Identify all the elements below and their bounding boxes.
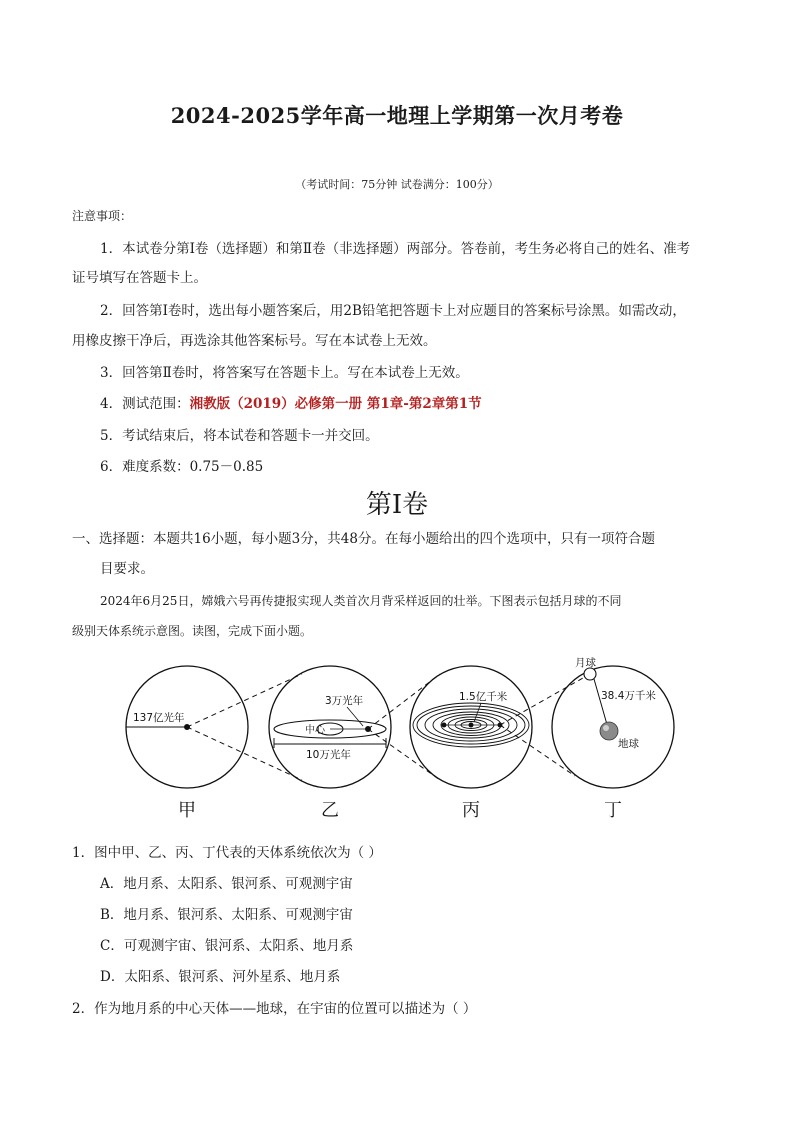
material-text-cont: 级别天体系统示意图。读图，完成下面小题。 xyxy=(72,624,313,638)
earth-icon xyxy=(600,722,618,740)
moon-label: 月球 xyxy=(575,657,596,669)
question-1-option-a[interactable]: A．地月系、太阳系、银河系、可观测宇宙 xyxy=(100,876,353,892)
moon-icon xyxy=(584,668,596,680)
celestial-system-diagram xyxy=(0,650,794,830)
earth-label: 地球 xyxy=(618,738,639,750)
circle-yi xyxy=(269,666,391,788)
caption-ding: 丁 xyxy=(604,800,622,821)
question-2-stem: 2．作为地月系的中心天体——地球，在宇宙的位置可以描述为（ ） xyxy=(72,1001,477,1017)
connector-bing-ding-bottom xyxy=(500,725,575,776)
exam-info: （考试时间：75分钟 试卷满分：100分） xyxy=(295,178,499,191)
question-1-stem: 1．图中甲、乙、丙、丁代表的天体系统依次为（ ） xyxy=(72,845,382,861)
section-title: 第Ⅰ卷 xyxy=(365,490,429,520)
earth-moon-line xyxy=(594,679,608,728)
part-one-heading-cont: 目要求。 xyxy=(100,561,154,577)
yi-center-label: 中心 xyxy=(305,725,325,736)
caption-jia: 甲 xyxy=(178,800,196,821)
earth-orbit-dot xyxy=(442,723,447,728)
jia-radius-label: 137亿光年 xyxy=(133,712,185,724)
page-title: 2024-2025学年高一地理上学期第一次月考卷 xyxy=(170,103,624,128)
yi-top-pointer xyxy=(347,707,363,726)
earth-highlight xyxy=(603,725,609,731)
caption-yi: 乙 xyxy=(321,800,339,821)
yi-top-label: 3万光年 xyxy=(325,695,364,707)
earth-moon-distance-label: 38.4万千米 xyxy=(601,690,656,702)
notice-item-4 xyxy=(100,392,482,412)
question-1-option-c[interactable]: C．可观测宇宙、银河系、太阳系、地月系 xyxy=(100,938,354,954)
notice-item-1-cont: 证号填写在答题卡上。 xyxy=(72,270,207,286)
notice-heading: 注意事项： xyxy=(72,209,133,223)
question-1-option-b[interactable]: B．地月系、银河系、太阳系、可观测宇宙 xyxy=(100,907,353,923)
notice-item-6: 6．难度系数：0.75－0.85 xyxy=(100,459,264,475)
notice-item-1: 1．本试卷分第Ⅰ卷（选择题）和第Ⅱ卷（非选择题）两部分。答卷前，考生务必将自己的姓名、准考 xyxy=(100,241,691,257)
connector-jia-yi-top xyxy=(187,674,302,727)
question-1-option-d[interactable]: D．太阳系、银河系、河外星系、地月系 xyxy=(100,969,341,985)
notice-item-2: 2．回答第Ⅰ卷时，选出每小题答案后，用2B铅笔把答题卡上对应题目的答案标号涂黑。如需改动， xyxy=(100,303,686,319)
material-text: 2024年6月25日，嫦娥六号再传捷报实现人类首次月背采样返回的壮举。下图表示包括月球的不同 xyxy=(100,594,622,608)
notice-item-4-prefix: 4．测试范围： xyxy=(100,396,190,412)
notice-item-2-cont: 用橡皮擦干净后，再选涂其他答案标号。写在本试卷上无效。 xyxy=(72,333,437,349)
bing-distance-label: 1.5亿千米 xyxy=(459,691,508,703)
connector-bing-ding-top xyxy=(500,674,590,725)
yi-width-label: 10万光年 xyxy=(306,749,351,761)
caption-bing: 丙 xyxy=(462,800,480,821)
notice-item-5: 5．考试结束后，将本试卷和答题卡一并交回。 xyxy=(100,428,379,444)
part-one-heading: 一、选择题：本题共16小题，每小题3分，共48分。在每小题给出的四个选项中，只有一项符合题 xyxy=(72,531,655,547)
test-scope: 湘教版（2019）必修第一册 第1章-第2章第1节 xyxy=(189,396,482,412)
connector-jia-yi-bottom xyxy=(187,727,302,780)
notice-item-3: 3．回答第Ⅱ卷时，将答案写在答题卡上。写在本试卷上无效。 xyxy=(100,365,469,381)
